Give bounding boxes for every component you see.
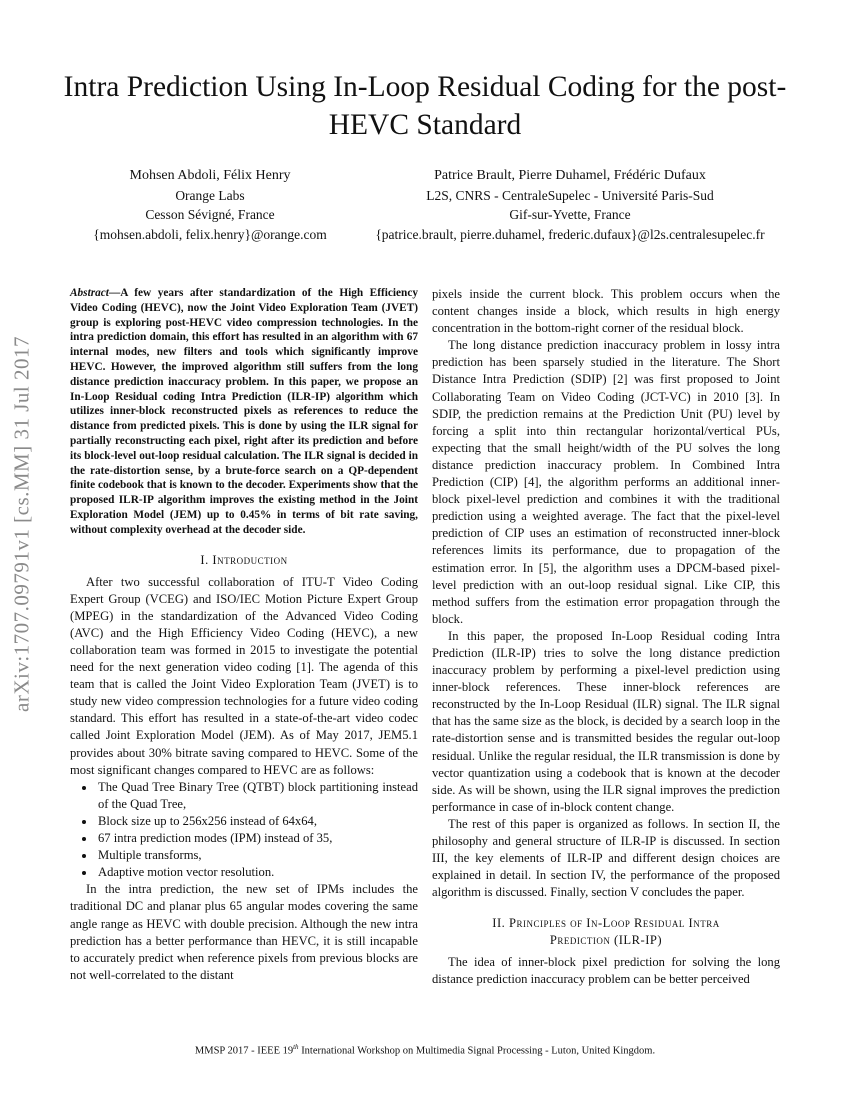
list-item: • Multiple transforms,: [96, 847, 418, 864]
footer-superscript: th: [293, 1043, 299, 1051]
author-location: Cesson Sévigné, France: [145, 207, 275, 222]
changes-list: [70, 779, 418, 882]
author-email: {patrice.brault, pierre.duhamel, frederic.dufaux}@l2s.centralesupelec.fr: [375, 226, 765, 242]
left-column: [70, 286, 418, 984]
paragraph: In this paper, the proposed In-Loop Residual coding Intra Prediction (ILR-IP) tries to solve the long distance prediction inaccuracy problem by performing a pixel-level prediction using inner-block references. These inner-block references are reconstructed by the In-Loop Residual (ILR) signal. The ILR signal that has the same size as the block, is decided by a search loop in the rate-distortion sense and is transmitted besides the regular out-loop residual. Unlike the regular residual, the ILR transmission is done by vector quantization using a codebook that is known at the decoder side. As will be shown, using the ILR signal improves the prediction performance in case of in-block content change.: [432, 628, 780, 814]
paragraph: The rest of this paper is organized as follows. In section II, the philosophy and general structure of ILR-IP is discussed. In section III, the key elements of ILR-IP and different design choices are explained in detail. In section IV, the performance of the proposed algorithm is discussed. Finally, section V concludes the paper.: [432, 816, 780, 900]
list-item: • Block size up to 256x256 instead of 64x64,: [96, 813, 418, 830]
author-email: {mohsen.abdoli, felix.henry}@orange.com: [93, 226, 327, 242]
section-heading-line: Prediction (ILR-IP): [549, 933, 663, 948]
author-location: Gif-sur-Yvette, France: [509, 207, 631, 222]
arxiv-identifier: arXiv:1707.09791v1 [cs.MM] 31 Jul 2017: [9, 336, 34, 712]
author-affiliation: Orange Labs: [175, 187, 245, 203]
list-item: • Adaptive motion vector resolution.: [96, 864, 418, 881]
paragraph: The idea of inner-block pixel prediction for solving the long distance prediction inaccuracy problem can be better perceived: [432, 955, 780, 987]
footer: [40, 1043, 810, 1057]
list-item: • 67 intra prediction modes (IPM) instead of 35,: [96, 830, 418, 847]
author-block-left: [60, 166, 360, 244]
section-heading-principles: [432, 915, 780, 949]
author-affiliation: L2S, CNRS - CentraleSupelec - Université Paris-Sud: [426, 187, 714, 203]
paragraph: In the intra prediction, the new set of IPMs includes the traditional DC and planar plus 65 angular modes covering the same angle range as HEVC with double precision. Although the new intra prediction has a better performance than HEVC, it is still incapable to accurately predict when reference pixels from previous blocks are not well-correlated to the distant: [70, 882, 418, 982]
paragraph: After two successful collaboration of ITU-T Video Coding Expert Group (VCEG) and ISO/IEC Motion Picture Expert Group (MPEG) in the standardization of the Advanced Video Coding (AVC) and the High Efficiency Video Coding (HEVC), a new collaboration team was formed in 2015 to investigate the potential need for the next generation video coding [1]. The agenda of this team that is called the Joint Video Exploration Team (JVET) is to study new video compression technologies for a future video coding standard. This effort has resulted in a state-of-the-art video codec called Joint Exploration Model (JEM). As of May 2017, JEM5.1 provides about 30% bitrate saving compared to HEVC. Some of the most significant changes compared to HEVC are as follows:: [70, 574, 418, 777]
author-names: Mohsen Abdoli, Félix Henry: [129, 168, 291, 183]
section-heading-introduction: I. Introduction: [200, 552, 288, 567]
abstract-text: —A few years after standardization of the High Efficiency Video Coding (HEVC), now the Joint Video Exploration Team (JVET) group is exploring post-HEVC video compression technologies. In the intra prediction domain, this effort has resulted in an algorithm with 67 internal modes, new filters and tools which significantly improve HEVC. However, the improved algorithm still suffers from the long distance prediction inaccuracy problem. In this paper, we propose an In-Loop Residual coding Intra Prediction (ILR-IP) algorithm which utilizes inner-block reconstructed pixels as references to reduce the distance from predicted pixels. This is done by using the ILR signal for partially reconstructing each pixel, right after its prediction and before its block-level out-loop residual calculation. The ILR signal is decided in the rate-distortion sense, by a brute-force search on a QP-dependent finite codebook that is known to the decoder. Experiments show that the proposed ILR-IP algorithm improves the existing method in the Joint Exploration Model (JEM) up to 0.45% in terms of bit rate saving, without complexity overhead at the decoder side.: [70, 287, 418, 536]
footer-prefix: MMSP 2017 - IEEE 19: [194, 1045, 294, 1057]
author-names: Patrice Brault, Pierre Duhamel, Frédéric Dufaux: [434, 168, 706, 183]
abstract-label: Abstract: [70, 287, 109, 299]
author-block-right: [340, 166, 800, 244]
section-heading-line: II. Principles of In-Loop Residual Intra: [492, 916, 720, 931]
list-item: • The Quad Tree Binary Tree (QTBT) block partitioning instead of the Quad Tree,: [96, 779, 418, 813]
paragraph: pixels inside the current block. This problem occurs when the content changes inside a block, which results in high energy concentration in the bottom-right corner of the residual block.: [432, 287, 780, 336]
paragraph: The long distance prediction inaccuracy problem in lossy intra prediction has been sparsely studied in the literature. The Short Distance Intra Prediction (SDIP) [2] was first proposed to Joint Collaborating Team on Video Coding (JCT-VC) in 2010 [3]. In SDIP, the prediction remains at the Prediction Unit (PU) level by forcing a split into thin rectangular horizontal/vertical PUs, expecting that the small height/width of the PU solves the long distance prediction inaccuracy problem. In Combined Intra Prediction (CIP) [4], the algorithm performs an additional inner-block pixel-level prediction and combines it with the traditional prediction using a weighted average. The fact that the pixel-level prediction of CIP uses an estimation of reconstructed inner-block references limits its performance, due to propagation of the estimation error. In [5], the algorithm uses a DPCM-based pixel-level prediction with an out-loop residual signal. Like CIP, this method suffers from the estimation error propagation through the block.: [432, 338, 780, 626]
footer-suffix: International Workshop on Multimedia Signal Processing - Luton, United Kingdom.: [298, 1045, 656, 1057]
paper-title: Intra Prediction Using In-Loop Residual Coding for the post-HEVC Standard: [63, 71, 787, 141]
right-column: [432, 286, 780, 989]
abstract: [70, 286, 418, 538]
